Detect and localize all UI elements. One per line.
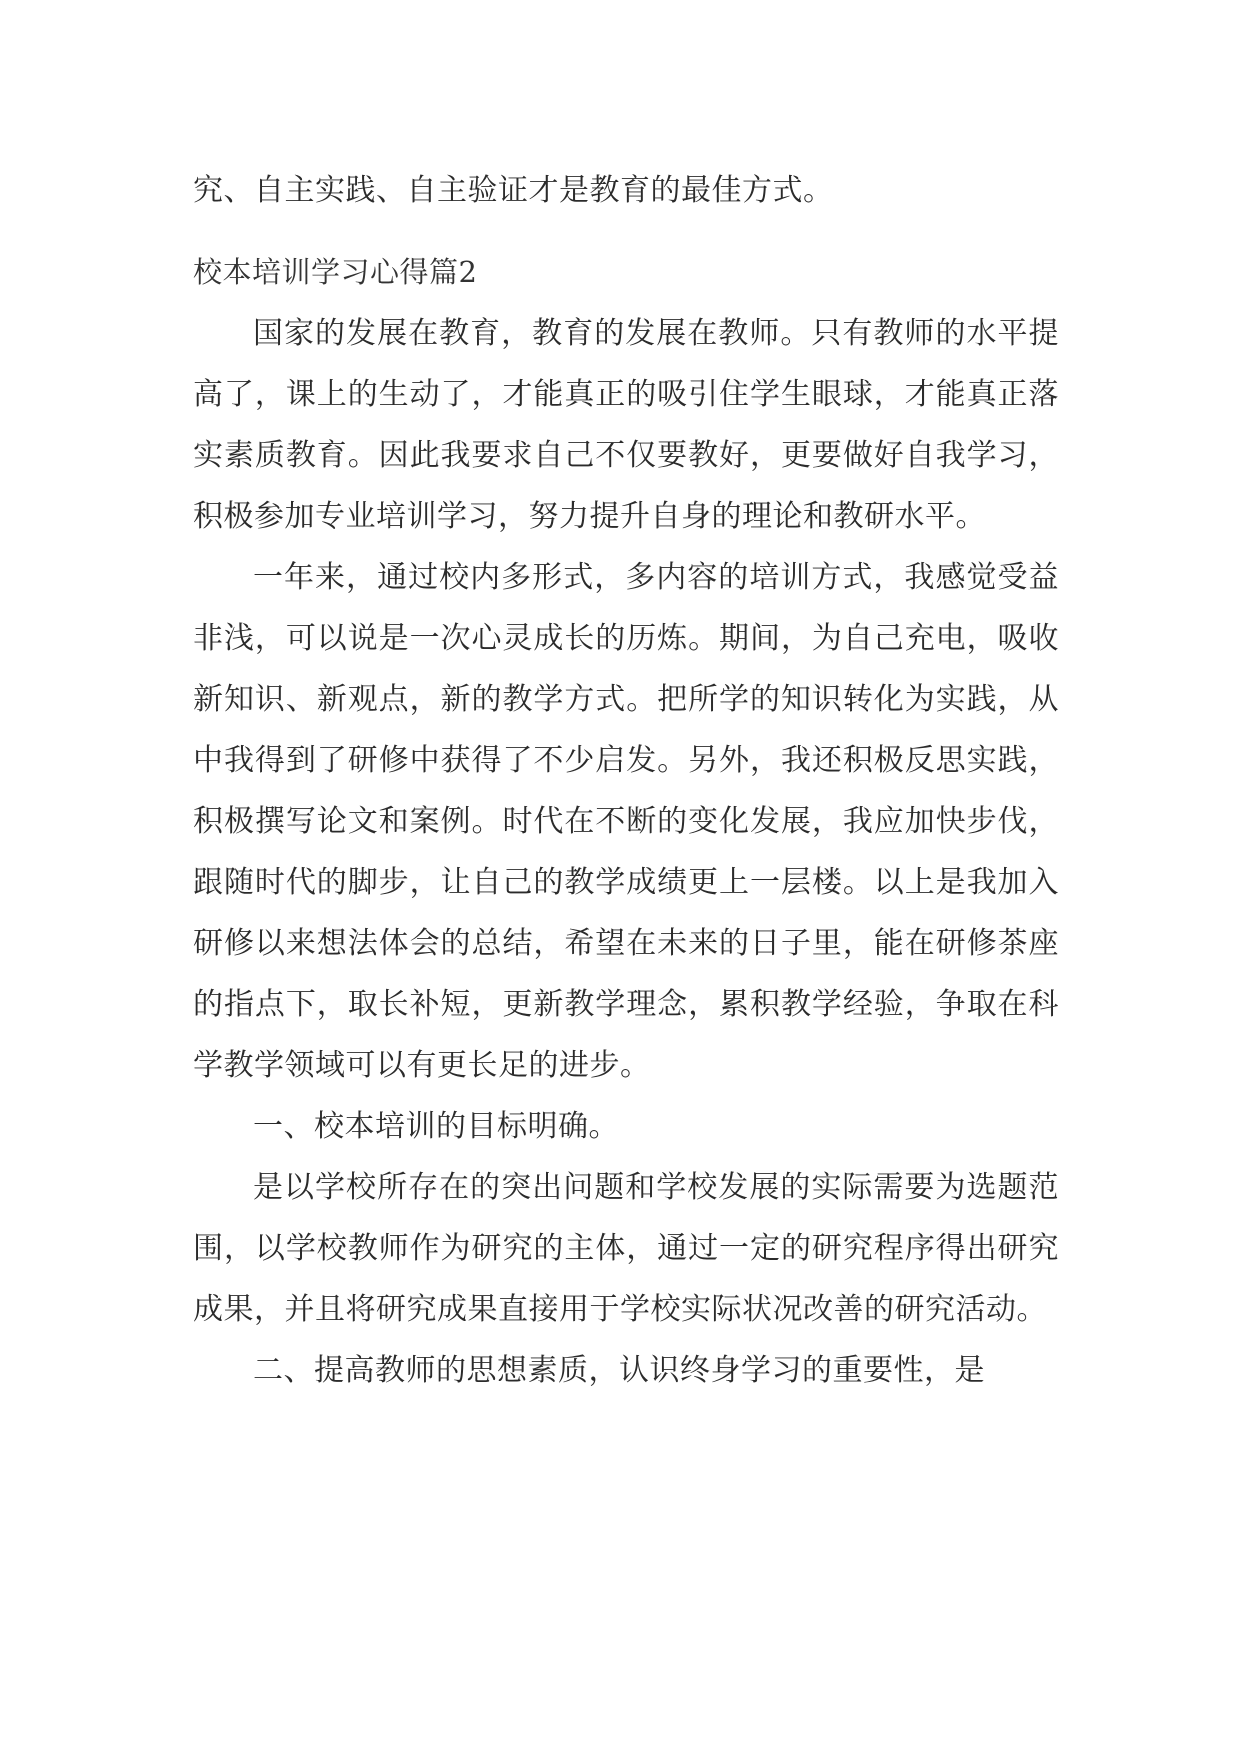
document-body xyxy=(193,160,1059,1401)
paragraph: 一年来，通过校内多形式，多内容的培训方式，我感觉受益非浅，可以说是一次心灵成长的历炼。期间，为自己充电，吸收新知识、新观点，新的教学方式。把所学的知识转化为实践，从中我得到了研修中获得了不少启发。另外，我还积极反思实践，积极撰写论文和案例。时代在不断的变化发展，我应加快步伐，跟随时代的脚步，让自己的教学成绩更上一层楼。以上是我加入研修以来想法体会的总结，希望在未来的日子里，能在研修茶座的指点下，取长补短，更新教学理念，累积教学经验，争取在科学教学领域可以有更长足的进步。 xyxy=(193,560,1059,1083)
intro-fragment: 究、自主实践、自主验证才是教育的最佳方式。 xyxy=(193,173,834,208)
subheading: 二、提高教师的思想素质，认识终身学习的重要性，是 xyxy=(253,1353,985,1388)
subheading: 一、校本培训的目标明确。 xyxy=(253,1109,619,1144)
paragraph: 是以学校所存在的突出问题和学校发展的实际需要为选题范围，以学校教师作为研究的主体，通过一定的研究程序得出研究成果，并且将研究成果直接用于学校实际状况改善的研究活动。 xyxy=(193,1170,1059,1327)
section-heading: 校本培训学习心得篇2 xyxy=(193,255,478,289)
paragraph: 国家的发展在教育，教育的发展在教师。只有教师的水平提高了，课上的生动了，才能真正的吸引住学生眼球，才能真正落实素质教育。因此我要求自己不仅要教好，更要做好自我学习，积极参加专业培训学习，努力提升自身的理论和教研水平。 xyxy=(193,316,1059,534)
